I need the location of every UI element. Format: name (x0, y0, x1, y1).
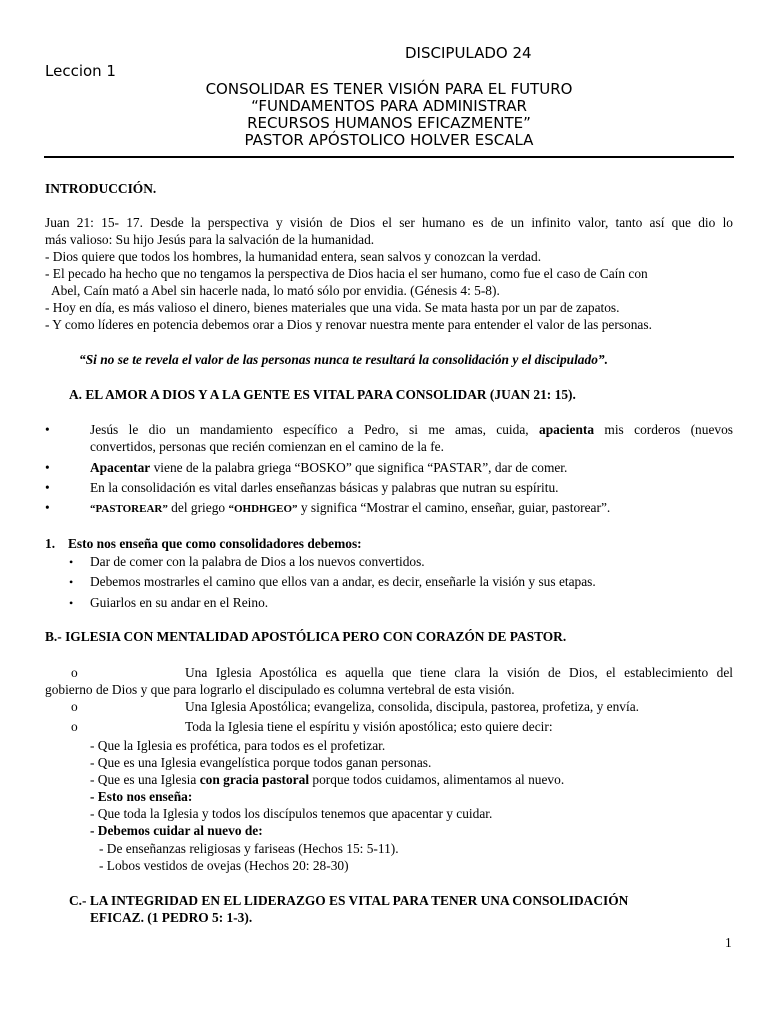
section-b-detail: - De enseñanzas religiosas y fariseas (Hechos 15: 5-11). (99, 841, 399, 856)
section-a-bullet-1-cont: convertidos, personas que recién comienzan en el camino de la fe. (90, 439, 444, 454)
bullet-circle-icon: o (71, 665, 78, 680)
section-b-detail: - Que la Iglesia es profética, para todos es el profetizar. (90, 738, 386, 753)
header-divider (44, 156, 734, 158)
intro-line: - El pecado ha hecho que no tengamos la perspectiva de Dios hacia el ser humano, como fue el caso de Caín con (45, 266, 648, 281)
bullet-disc-icon: • (45, 500, 50, 515)
document-series-title: DISCIPULADO 24 (405, 44, 532, 62)
intro-line: - Hoy en día, es más valioso el dinero, bienes materiales que una vida. Se mata hasta por un par de zapatos. (45, 300, 620, 315)
title-line-4: PASTOR APÓSTOLICO HOLVER ESCALA (244, 131, 534, 149)
section-b-heading: B.- IGLESIA CON MENTALIDAD APOSTÓLICA PERO CON CORAZÓN DE PASTOR. (45, 629, 567, 644)
title-line-2: “FUNDAMENTOS PARA ADMINISTRAR (251, 97, 527, 115)
bullet-disc-icon: • (69, 596, 74, 610)
section-a-heading: A. EL AMOR A DIOS Y A LA GENTE ES VITAL PARA CONSOLIDAR (JUAN 21: 15). (69, 387, 576, 402)
section-b-item-2: Una Iglesia Apostólica; evangeliza, consolida, discipula, pastorea, profetiza, y envía. (185, 699, 640, 714)
section-b-item-1: Una Iglesia Apostólica es aquella que tiene clara la visión de Dios, el establecimiento del (185, 665, 733, 680)
numbered-sub-item: Dar de comer con la palabra de Dios a los nuevos convertidos. (90, 554, 425, 569)
intro-line: Abel, Caín mató a Abel sin hacerle nada, lo mató sólo por envidia. (Génesis 4: 5-8). (45, 283, 500, 298)
section-b-detail: - Que toda la Iglesia y todos los discípulos tenemos que apacentar y cuidar. (90, 806, 493, 821)
numbered-heading: Esto nos enseña que como consolidadores debemos: (68, 536, 362, 551)
title-line-1: CONSOLIDAR ES TENER VISIÓN PARA EL FUTURO (205, 80, 573, 98)
numbered-sub-item: Guiarlos en su andar en el Reino. (90, 595, 269, 610)
title-line-3: RECURSOS HUMANOS EFICAZMENTE” (247, 114, 531, 132)
lesson-label: Leccion 1 (45, 62, 116, 80)
section-b-item-1-cont: gobierno de Dios y que para lograrlo el discipulado es columna vertebral de esta visión. (45, 682, 515, 697)
intro-quote: “Si no se te revela el valor de las personas nunca te resultará la consolidación y el discipulado”. (79, 352, 608, 367)
page-number: 1 (725, 935, 732, 950)
bullet-disc-icon: • (45, 422, 50, 437)
intro-line: - Y como líderes en potencia debemos orar a Dios y renovar nuestra mente para entender el valor de las personas. (45, 317, 652, 332)
numbered-label: 1. (45, 536, 56, 551)
bullet-disc-icon: • (45, 480, 50, 495)
bullet-disc-icon: • (45, 460, 50, 475)
intro-line: - Dios quiere que todos los hombres, la humanidad entera, sean salvos y conozcan la verdad. (45, 249, 542, 264)
section-b-detail: - Que es una Iglesia evangelística porque todos ganan personas. (90, 755, 432, 770)
section-a-bullet-1: Jesús le dio un mandamiento específico a Pedro, si me amas, cuida, apacienta mis corderos (nuevos (90, 422, 733, 437)
section-a-bullet-4: “PASTOREAR” del griego “OHDHGEO” y significa “Mostrar el camino, enseñar, guiar, pastorear”. (90, 500, 611, 515)
bullet-disc-icon: • (69, 555, 74, 569)
numbered-sub-item: Debemos mostrarles el camino que ellos van a andar, es decir, enseñarle la visión y sus etapas. (90, 574, 596, 589)
intro-line: Juan 21: 15- 17. Desde la perspectiva y visión de Dios el ser humano es de un infinito valor, tanto así que dio lo (45, 215, 733, 230)
section-b-detail-heading: - Debemos cuidar al nuevo de: (90, 823, 263, 838)
bullet-disc-icon: • (69, 575, 74, 589)
section-c-heading: C.- LA INTEGRIDAD EN EL LIDERAZGO ES VITAL PARA TENER UNA CONSOLIDACIÓN (69, 893, 629, 908)
section-a-bullet-2: Apacentar viene de la palabra griega “BOSKO” que significa “PASTAR”, dar de comer. (90, 460, 568, 475)
section-b-detail-heading: - Esto nos enseña: (90, 789, 193, 804)
intro-line: más valioso: Su hijo Jesús para la salvación de la humanidad. (45, 232, 375, 247)
section-b-item-3: Toda la Iglesia tiene el espíritu y visión apostólica; esto quiere decir: (185, 719, 553, 734)
bullet-circle-icon: o (71, 719, 78, 734)
section-b-detail: - Lobos vestidos de ovejas (Hechos 20: 28-30) (99, 858, 349, 873)
section-c-heading-cont: EFICAZ. (1 PEDRO 5: 1-3). (90, 910, 253, 925)
section-b-detail: - Que es una Iglesia con gracia pastoral porque todos cuidamos, alimentamos al nuevo. (90, 772, 565, 787)
bullet-circle-icon: o (71, 699, 78, 714)
section-a-bullet-3: En la consolidación es vital darles enseñanzas básicas y palabras que nutran su espíritu. (90, 480, 559, 495)
intro-heading: INTRODUCCIÓN. (45, 181, 157, 196)
